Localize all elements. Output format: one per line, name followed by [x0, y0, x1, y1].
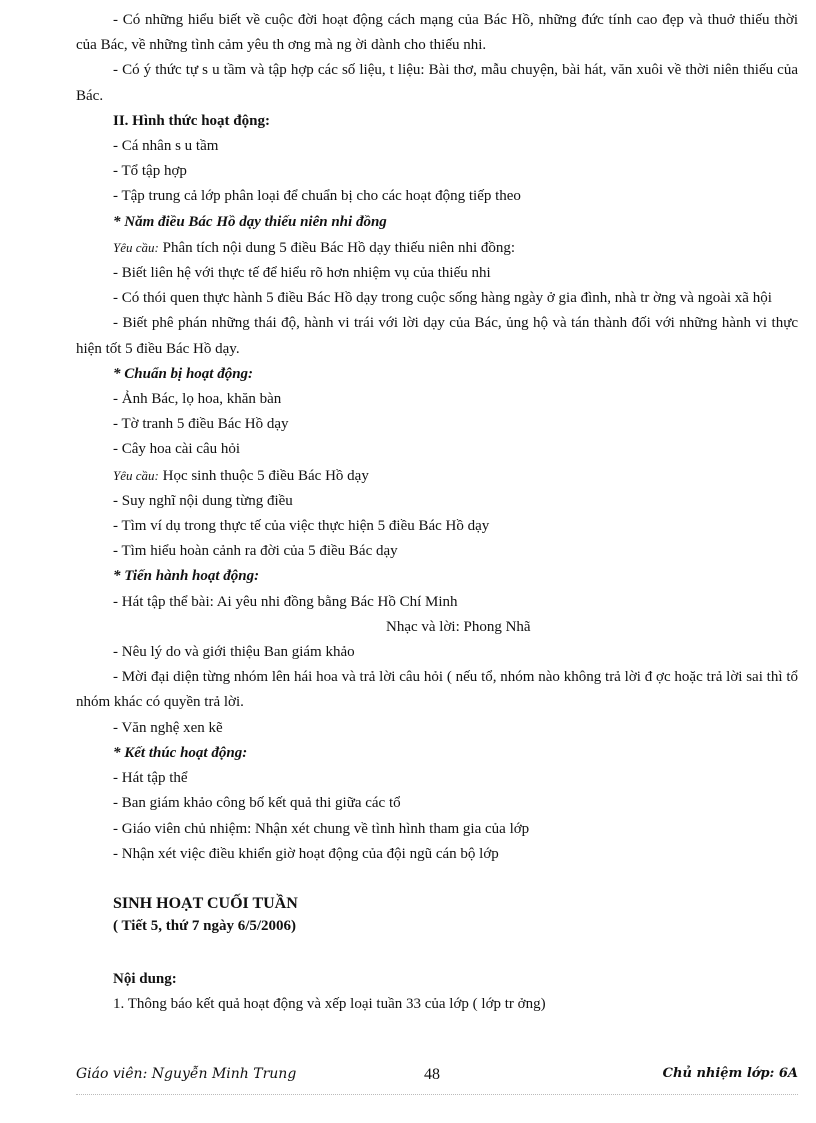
- list-item: - Giáo viên chủ nhiệm: Nhận xét chung về tình hình tham gia của lớp: [113, 820, 530, 837]
- list-item: - Nhận xét việc điều khiển giờ hoạt động của đội ngũ cán bộ lớp: [113, 845, 499, 862]
- weekly-title: SINH HOẠT CUỐI TUẦN: [113, 894, 298, 912]
- content-heading: Nội dung:: [113, 970, 177, 987]
- list-item: - Tờ tranh 5 điều Bác Hồ dạy: [113, 416, 289, 433]
- objective-paragraph-1: - Có những hiểu biết về cuộc đời hoạt động cách mạng của Bác Hồ, những đức tính cao đẹp và thuở thiếu thời của Bác, về những tình cảm yêu th ơng mà ng ời dành cho thiếu nhi.: [76, 12, 798, 54]
- subtitle-part: , thứ: [158, 917, 192, 934]
- spacer: [76, 937, 798, 967]
- page-footer: [76, 1066, 798, 1090]
- list-item: - Suy nghĩ nội dung từng điều: [113, 492, 293, 509]
- subtitle-day: 7: [191, 917, 200, 934]
- list-item: - Tập trung cả lớp phân loại để chuẩn bị cho các hoạt động tiếp theo: [113, 188, 521, 205]
- page-number: 48: [424, 1066, 440, 1083]
- list-item: - Có thói quen thực hành 5 điều Bác Hồ dạy trong cuộc sống hàng ngày ở gia đình, nhà tr ờng và ngoài xã hội: [113, 290, 772, 307]
- list-item: - Hát tập thể bài: Ai yêu nhi đồng bằng Bác Hồ Chí Minh: [113, 593, 458, 610]
- footer-teacher: Giáo viên: Nguyễn Minh Trung: [76, 1066, 297, 1082]
- subtitle-period: 5: [150, 917, 159, 934]
- requirement-line: [76, 463, 798, 489]
- list-item: - Ban giám khảo công bố kết quả thi giữa các tổ: [113, 795, 401, 812]
- list-item: - Tìm hiểu hoàn cảnh ra đời của 5 điều Bác dạy: [113, 543, 398, 560]
- list-item: - Mời đại diện từng nhóm lên hái hoa và trả lời câu hỏi ( nếu tổ, nhóm nào không trả lời đ ợc hoặc trả lời sai thì tổ nhóm khác có quyền trả lời.: [76, 669, 798, 711]
- list-item: - Ảnh Bác, lọ hoa, khăn bàn: [113, 391, 282, 408]
- requirement-text: Học sinh thuộc 5 điều Bác Hồ dạy: [158, 467, 369, 484]
- weekly-subtitle: [76, 915, 798, 937]
- requirement-label: Yêu cầu:: [113, 467, 159, 483]
- proceed-heading: * Tiến hành hoạt động:: [113, 568, 260, 585]
- music-credit: Nhạc và lời: Phong Nhã: [386, 618, 531, 635]
- list-item: - Biết phê phán những thái độ, hành vi trái với lời dạy của Bác, ủng hộ và tán thành đối với những hành vi thực hiện tốt 5 điều Bác Hồ dạy.: [76, 315, 798, 357]
- requirement-line: [76, 235, 798, 261]
- list-item: 1. Thông báo kết quả hoạt động và xếp loại tuần 33 của lớp ( lớp tr ởng): [113, 996, 546, 1013]
- document-body: [76, 8, 798, 1017]
- list-item: - Tổ tập hợp: [113, 163, 187, 180]
- section-heading-forms: II. Hình thức hoạt động:: [113, 112, 270, 129]
- list-item: - Nêu lý do và giới thiệu Ban giám khảo: [113, 644, 355, 661]
- prepare-heading: * Chuẩn bị hoạt động:: [113, 365, 254, 382]
- five-lessons-heading: * Năm điều Bác Hồ dạy thiếu niên nhi đồng: [113, 213, 387, 230]
- objective-paragraph-2: - Có ý thức tự s u tầm và tập hợp các số liệu, t liệu: Bài thơ, mẫu chuyện, bài hát, văn xuôi về thời niên thiếu của Bác.: [76, 62, 798, 104]
- footer-divider: [76, 1094, 798, 1095]
- subtitle-part: ( Tiết: [113, 917, 151, 934]
- list-item: - Cá nhân s u tầm: [113, 138, 219, 155]
- list-item: - Hát tập thể: [113, 770, 188, 787]
- subtitle-date: ngày 6/5/2006): [199, 917, 297, 934]
- requirement-label: Yêu cầu:: [113, 239, 159, 255]
- finish-heading: * Kết thúc hoạt động:: [113, 744, 248, 761]
- list-item: - Cây hoa cài câu hỏi: [113, 441, 241, 458]
- list-item: - Tìm ví dụ trong thực tế của việc thực hiện 5 điều Bác Hồ dạy: [113, 518, 490, 535]
- list-item: - Văn nghệ xen kẽ: [113, 719, 223, 736]
- list-item: - Biết liên hệ với thực tế để hiểu rõ hơn nhiệm vụ của thiếu nhi: [113, 265, 491, 282]
- footer-class: Chủ nhiệm lớp: 6A: [662, 1066, 798, 1081]
- spacer: [76, 867, 798, 893]
- requirement-text: Phân tích nội dung 5 điều Bác Hồ dạy thiếu niên nhi đồng:: [158, 239, 516, 256]
